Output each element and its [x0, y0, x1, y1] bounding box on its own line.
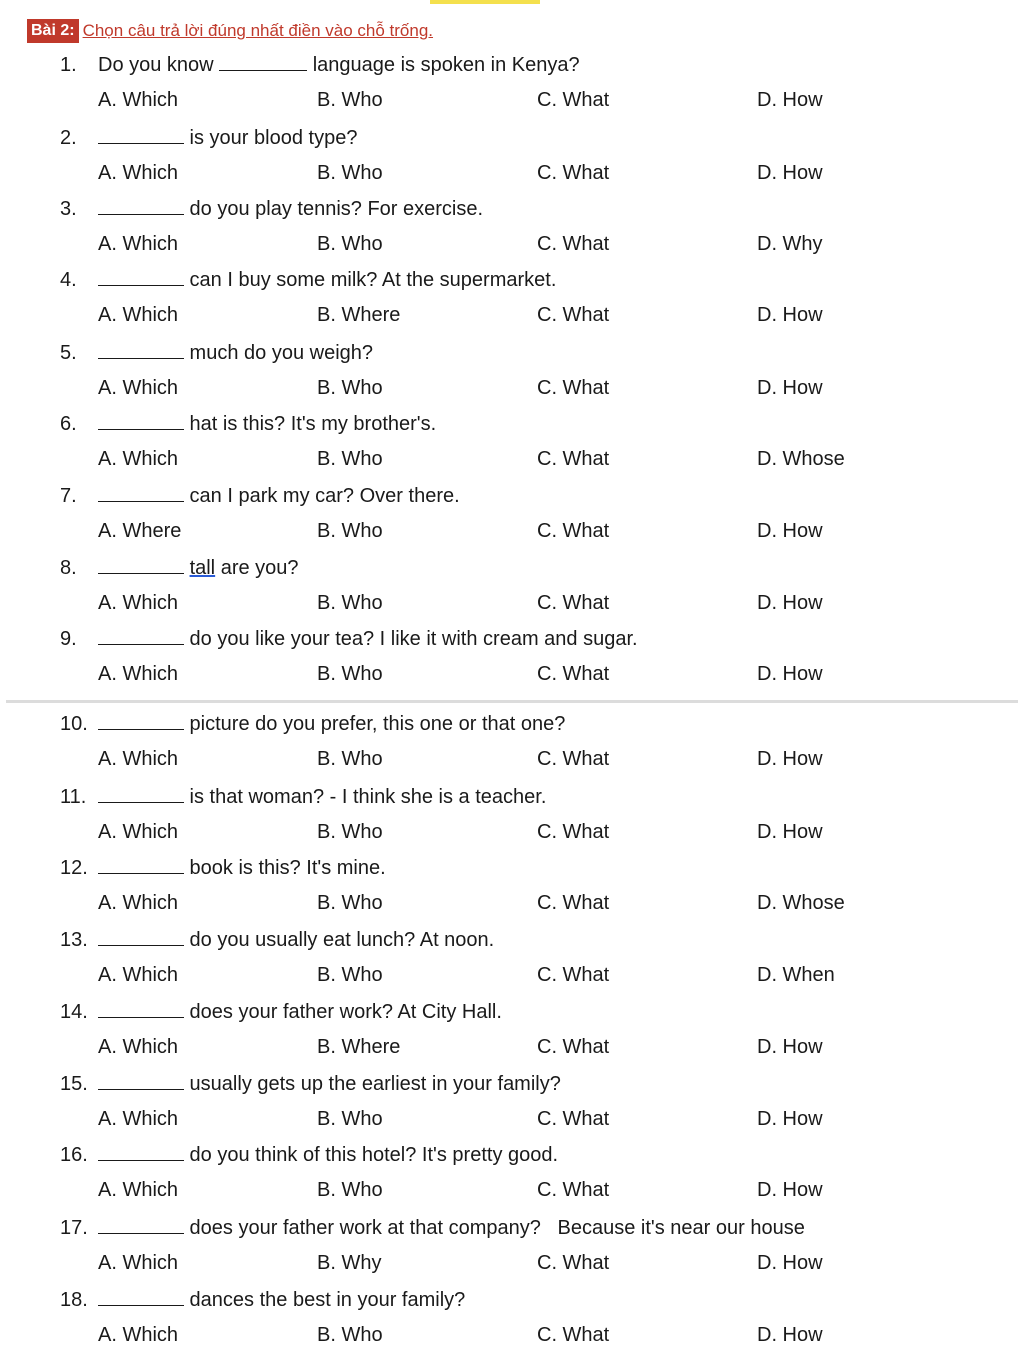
answer-option-d[interactable]: D. How	[757, 1324, 823, 1346]
answer-option-d[interactable]: D. How	[757, 520, 823, 542]
answer-blank[interactable]	[219, 52, 307, 71]
answer-option-d[interactable]: D. How	[757, 1036, 823, 1058]
question-text	[98, 555, 299, 581]
answer-option-a[interactable]: A. Which	[98, 304, 179, 326]
answer-option-c[interactable]: C. What	[537, 304, 610, 326]
question-prefix: Do you know	[98, 54, 220, 76]
question-text	[98, 267, 556, 293]
answer-blank[interactable]	[98, 626, 184, 645]
answer-option-b[interactable]: B. Where	[317, 1036, 401, 1058]
answer-option-d[interactable]: D. How	[757, 748, 823, 770]
question-text	[98, 855, 386, 881]
question-number: 11.	[60, 786, 87, 808]
question-suffix: language is spoken in Kenya?	[307, 54, 580, 76]
answer-option-c[interactable]: C. What	[537, 964, 610, 986]
answer-option-d[interactable]: D. How	[757, 1252, 823, 1274]
answer-option-a[interactable]: A. Which	[98, 1108, 179, 1130]
answer-option-d[interactable]: D. How	[757, 821, 823, 843]
question-number: 5.	[60, 342, 77, 364]
answer-option-a[interactable]: A. Where	[98, 520, 182, 542]
answer-blank[interactable]	[98, 267, 184, 286]
question-text	[98, 711, 565, 737]
answer-blank[interactable]	[98, 555, 184, 574]
answer-option-c[interactable]: C. What	[537, 448, 610, 470]
question-suffix: is your blood type?	[184, 127, 358, 149]
exercise-instruction: Chọn câu trả lời đúng nhất điền vào chỗ trống.	[82, 21, 434, 40]
question-suffix: can I park my car? Over there.	[184, 485, 460, 507]
question-number: 13.	[60, 929, 88, 951]
question-text	[98, 1215, 805, 1241]
answer-option-b[interactable]: B. Where	[317, 304, 401, 326]
question-text	[98, 196, 483, 222]
question-text	[98, 483, 460, 509]
answer-option-c[interactable]: C. What	[537, 892, 610, 914]
question-suffix: does your father work? At City Hall.	[184, 1001, 502, 1023]
answer-option-b[interactable]: B. Who	[317, 964, 383, 986]
question-number: 8.	[60, 557, 77, 579]
answer-option-b[interactable]: B. Who	[317, 162, 383, 184]
answer-option-c[interactable]: C. What	[537, 233, 610, 255]
answer-option-a[interactable]: A. Which	[98, 964, 179, 986]
answer-option-d[interactable]: D. Why	[757, 233, 823, 255]
answer-blank[interactable]	[98, 999, 184, 1018]
question-suffix: do you usually eat lunch? At noon.	[184, 929, 495, 951]
page-divider	[6, 700, 1018, 703]
question-text	[98, 1142, 558, 1168]
question-suffix: can I buy some milk? At the supermarket.	[184, 269, 557, 291]
question-number: 6.	[60, 413, 77, 435]
question-suffix: do you like your tea? I like it with cream and sugar.	[184, 628, 638, 650]
answer-blank[interactable]	[98, 1287, 184, 1306]
answer-option-d[interactable]: D. Whose	[757, 892, 845, 914]
answer-option-a[interactable]: A. Which	[98, 1324, 179, 1346]
question-text	[98, 1071, 561, 1097]
question-text	[98, 626, 638, 652]
answer-option-b[interactable]: B. Who	[317, 1179, 383, 1201]
answer-option-d[interactable]: D. How	[757, 663, 823, 685]
answer-option-c[interactable]: C. What	[537, 821, 610, 843]
question-suffix: much do you weigh?	[184, 342, 374, 364]
answer-option-a[interactable]: A. Which	[98, 233, 179, 255]
answer-option-b[interactable]: B. Who	[317, 821, 383, 843]
answer-blank[interactable]	[98, 125, 184, 144]
question-suffix: are you?	[215, 557, 299, 579]
question-number: 18.	[60, 1289, 88, 1311]
answer-option-a[interactable]: A. Which	[98, 89, 179, 111]
answer-option-c[interactable]: C. What	[537, 1036, 610, 1058]
answer-option-c[interactable]: C. What	[537, 1108, 610, 1130]
answer-blank[interactable]	[98, 411, 184, 430]
answer-option-a[interactable]: A. Which	[98, 821, 179, 843]
question-text	[98, 125, 357, 151]
question-number: 1.	[60, 54, 77, 76]
answer-option-c[interactable]: C. What	[537, 592, 610, 614]
question-suffix: hat is this? It's my brother's.	[184, 413, 437, 435]
question-text	[98, 927, 494, 953]
spellcheck-word: tall	[189, 557, 216, 579]
answer-blank[interactable]	[98, 1215, 184, 1234]
answer-option-a[interactable]: A. Which	[98, 448, 179, 470]
answer-option-c[interactable]: C. What	[537, 520, 610, 542]
answer-option-a[interactable]: A. Which	[98, 1252, 179, 1274]
question-number: 2.	[60, 127, 77, 149]
answer-option-c[interactable]: C. What	[537, 1252, 610, 1274]
question-text	[98, 1287, 465, 1313]
answer-option-c[interactable]: C. What	[537, 89, 610, 111]
answer-option-d[interactable]: D. How	[757, 89, 823, 111]
exercise-badge: Bài 2:	[27, 19, 79, 43]
question-suffix: is that woman? - I think she is a teacher.	[184, 786, 547, 808]
answer-option-a[interactable]: A. Which	[98, 592, 179, 614]
question-text	[98, 340, 373, 366]
answer-option-a[interactable]: A. Which	[98, 663, 179, 685]
answer-option-b[interactable]: B. Who	[317, 448, 383, 470]
question-suffix: do you play tennis? For exercise.	[184, 198, 484, 220]
answer-option-c[interactable]: C. What	[537, 1179, 610, 1201]
question-number: 3.	[60, 198, 77, 220]
answer-option-d[interactable]: D. Whose	[757, 448, 845, 470]
answer-option-a[interactable]: A. Which	[98, 377, 179, 399]
answer-blank[interactable]	[98, 483, 184, 502]
question-number: 17.	[60, 1217, 88, 1239]
answer-option-b[interactable]: B. Who	[317, 592, 383, 614]
question-number: 9.	[60, 628, 77, 650]
answer-option-b[interactable]: B. Who	[317, 663, 383, 685]
question-text	[98, 411, 436, 437]
question-number: 12.	[60, 857, 88, 879]
answer-option-d[interactable]: D. How	[757, 1108, 823, 1130]
answer-blank[interactable]	[98, 196, 184, 215]
answer-blank[interactable]	[98, 927, 184, 946]
question-suffix: book is this? It's mine.	[184, 857, 386, 879]
question-number: 15.	[60, 1073, 88, 1095]
answer-option-b[interactable]: B. Who	[317, 89, 383, 111]
answer-blank[interactable]	[98, 340, 184, 359]
question-number: 7.	[60, 485, 77, 507]
question-number: 10.	[60, 713, 88, 735]
answer-option-b[interactable]: B. Who	[317, 1324, 383, 1346]
answer-option-c[interactable]: C. What	[537, 162, 610, 184]
question-text	[98, 52, 580, 78]
question-suffix: dances the best in your family?	[184, 1289, 466, 1311]
answer-option-b[interactable]: B. Who	[317, 1108, 383, 1130]
answer-blank[interactable]	[98, 711, 184, 730]
answer-option-d[interactable]: D. When	[757, 964, 835, 986]
answer-option-b[interactable]: B. Who	[317, 377, 383, 399]
answer-option-a[interactable]: A. Which	[98, 1179, 179, 1201]
answer-option-a[interactable]: A. Which	[98, 1036, 179, 1058]
answer-option-a[interactable]: A. Which	[98, 162, 179, 184]
question-text	[98, 784, 546, 810]
answer-option-d[interactable]: D. How	[757, 304, 823, 326]
answer-option-b[interactable]: B. Who	[317, 520, 383, 542]
answer-option-b[interactable]: B. Who	[317, 233, 383, 255]
question-number: 16.	[60, 1144, 88, 1166]
question-suffix: do you think of this hotel? It's pretty good.	[184, 1144, 559, 1166]
answer-option-a[interactable]: A. Which	[98, 892, 179, 914]
answer-option-c[interactable]: C. What	[537, 663, 610, 685]
question-suffix: does your father work at that company? Because it's near our house	[184, 1217, 805, 1239]
answer-option-d[interactable]: D. How	[757, 592, 823, 614]
question-suffix: picture do you prefer, this one or that one?	[184, 713, 566, 735]
answer-option-c[interactable]: C. What	[537, 377, 610, 399]
question-number: 4.	[60, 269, 77, 291]
question-number: 14.	[60, 1001, 88, 1023]
answer-blank[interactable]	[98, 855, 184, 874]
answer-option-b[interactable]: B. Who	[317, 748, 383, 770]
answer-option-d[interactable]: D. How	[757, 1179, 823, 1201]
question-text	[98, 999, 502, 1025]
answer-blank[interactable]	[98, 1071, 184, 1090]
answer-option-b[interactable]: B. Why	[317, 1252, 382, 1274]
answer-blank[interactable]	[98, 784, 184, 803]
exercise-title	[27, 18, 433, 44]
answer-option-d[interactable]: D. How	[757, 377, 823, 399]
highlight-strip	[430, 0, 540, 4]
answer-option-b[interactable]: B. Who	[317, 892, 383, 914]
answer-option-c[interactable]: C. What	[537, 748, 610, 770]
answer-option-d[interactable]: D. How	[757, 162, 823, 184]
question-suffix: usually gets up the earliest in your family?	[184, 1073, 561, 1095]
answer-option-c[interactable]: C. What	[537, 1324, 610, 1346]
answer-blank[interactable]	[98, 1142, 184, 1161]
answer-option-a[interactable]: A. Which	[98, 748, 179, 770]
